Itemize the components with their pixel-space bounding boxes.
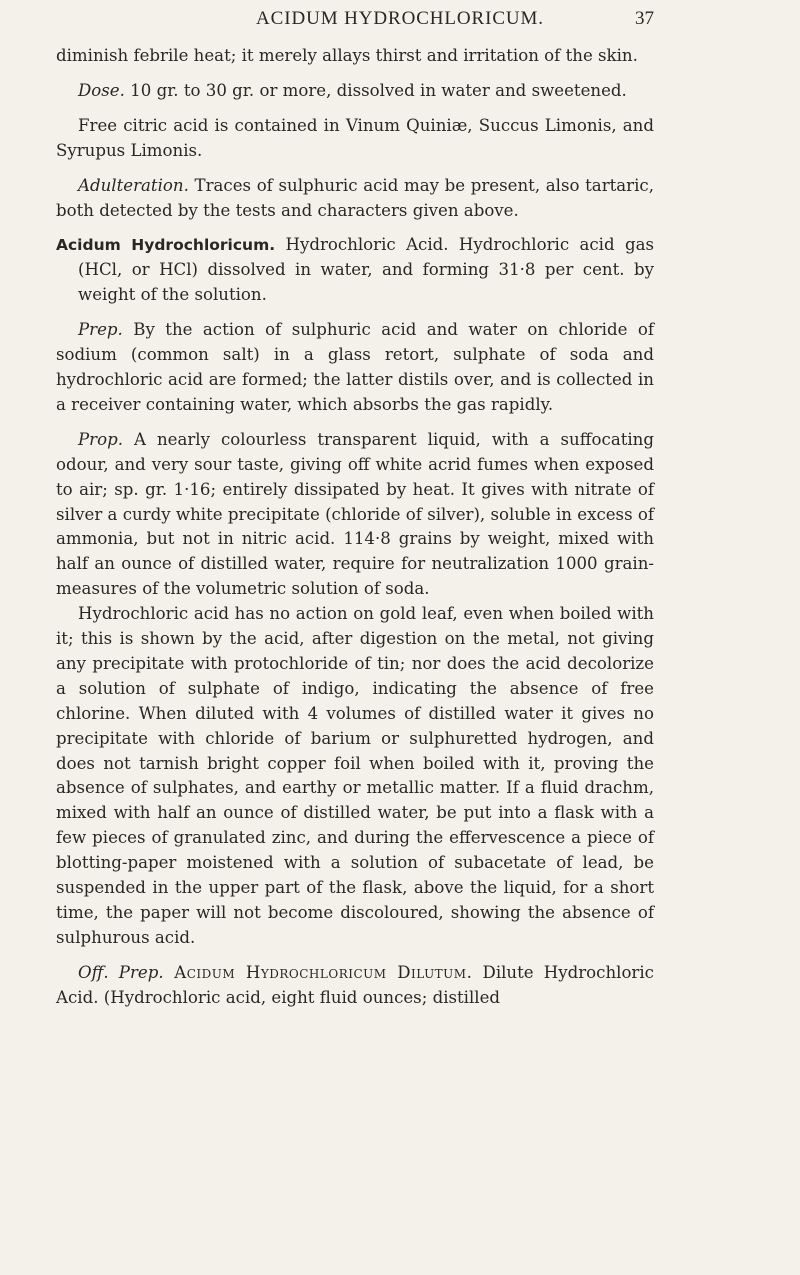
off-prep-text: Dilute Hydrochloric Acid. (Hydrochloric acid, eight fluid ounces; distilled xyxy=(56,962,654,1007)
paragraph-febrile-heat: diminish febrile heat; it merely allays thirst and irritation of the skin. xyxy=(56,46,638,65)
adulteration-text: Traces of sulphuric acid may be present, also tartaric, both detected by the tests and characters given above. xyxy=(56,175,654,220)
off-prep-title: Acidum Hydrochloricum Dilutum. xyxy=(163,962,473,982)
entry-title: Acidum Hydrochloricum. xyxy=(56,236,276,255)
paragraph-official-preparation xyxy=(56,961,654,1011)
off-prep-label: Off. Prep. xyxy=(78,962,164,982)
body-text xyxy=(56,44,654,1011)
prep-text: By the action of sulphuric acid and water on chloride of sodium (common salt) in a glass retort, sulphate of soda and hydrochloric acid are formed; the latter distils over, and is collected in a receiver containing water, which absorbs the gas rapidly. xyxy=(56,320,654,414)
paragraph-properties xyxy=(56,428,654,602)
paragraph-adulteration xyxy=(56,174,654,224)
entry-acidum-hydrochloricum xyxy=(56,233,654,308)
paragraph-free-citric-acid: Free citric acid is contained in Vinum Quiniæ, Succus Limonis, and Syrupus Limonis. xyxy=(56,115,654,160)
paragraph-dose xyxy=(56,79,654,104)
adulteration-label: Adulteration. xyxy=(78,175,189,195)
prop-text: A nearly colourless transparent liquid, with a suffocating odour, and very sour taste, giving off white acrid fumes when exposed to air; sp. gr. 1·16; entirely dissipated by heat. It gives with nitrate of silver a curdy white precipitate (chloride of silver), soluble in excess of ammonia, but not in nitric acid. 114·8 grains by weight, mixed with half an ounce of distilled water, require for neutralization 1000 grain-measures of the volumetric solution of soda. xyxy=(56,429,654,599)
dose-label: Dose. xyxy=(78,80,125,100)
page-number: 37 xyxy=(635,8,654,29)
dose-text: 10 gr. to 30 gr. or more, dissolved in water and sweetened. xyxy=(124,80,627,100)
paragraph-preparation xyxy=(56,318,654,418)
prep-label: Prep. xyxy=(78,320,123,340)
running-title: ACIDUM HYDROCHLORICUM. xyxy=(256,8,544,29)
entry-text: Hydrochloric Acid. Hydrochloric acid gas (HCl, or HCl) dissolved in water, and forming 31·8 per cent. by weight of the solution. xyxy=(78,235,654,305)
page-header xyxy=(0,8,800,38)
paragraph-gold-leaf-tests: Hydrochloric acid has no action on gold leaf, even when boiled with it; this is shown by the acid, after digestion on the metal, not giving any precipitate with protochloride of tin; nor does the acid decolorize a solution of sulphate of indigo, indicating the absence of free chlorine. When diluted with 4 volumes of distilled water it gives no precipitate with chloride of barium or sulphuretted hydrogen, and does not tarnish bright copper foil when boiled with it, proving the absence of sulphates, and earthy or metallic matter. If a fluid drachm, mixed with half an ounce of distilled water, be put into a flask with a few pieces of granulated zinc, and during the effervescence a piece of blotting-paper moistened with a solution of subacetate of lead, be suspended in the upper part of the flask, above the liquid, for a short time, the paper will not become discoloured, showing the absence of sulphurous acid. xyxy=(56,604,654,947)
prop-label: Prop. xyxy=(78,429,123,449)
